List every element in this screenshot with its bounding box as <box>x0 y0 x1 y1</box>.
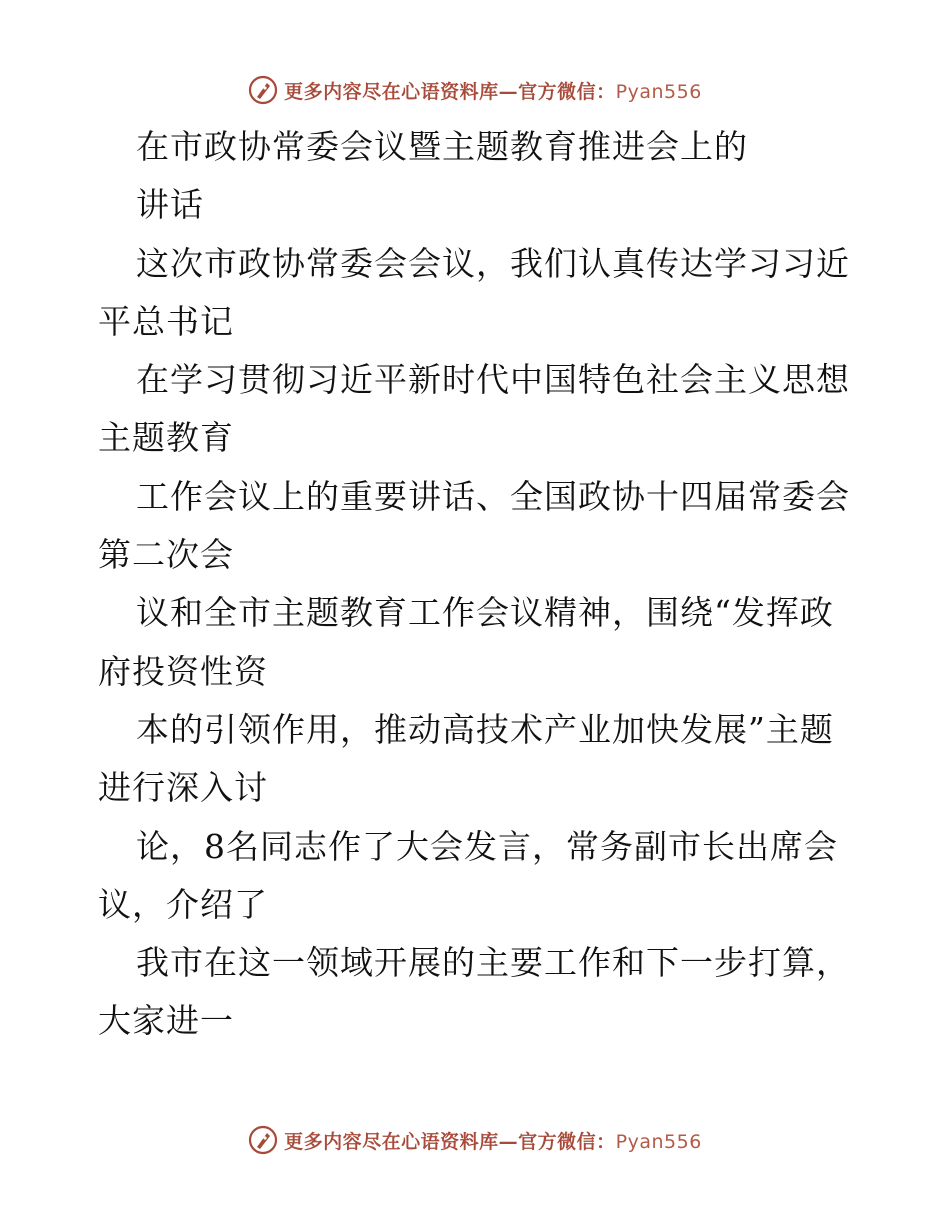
watermark-text: 更多内容尽在心语资料库—官方微信：Pyan556 <box>284 80 702 103</box>
watermark-text: 更多内容尽在心语资料库—官方微信：Pyan556 <box>284 1130 702 1153</box>
paragraph-line: 第二次会 <box>98 535 234 575</box>
paragraph-line: 大家进一 <box>98 1001 234 1041</box>
watermark-wechat-id: Pyan556 <box>615 1130 702 1153</box>
paragraph-line: 本的引领作用，推动高技术产业加快发展”主题 <box>136 709 834 749</box>
document-title-line-2: 讲话 <box>136 185 204 225</box>
paragraph-line: 论，8名同志作了大会发言，常务副市长出席会 <box>136 826 838 866</box>
paragraph-line: 进行深入讨 <box>98 768 268 808</box>
paragraph-line: 议，介绍了 <box>98 884 268 924</box>
paragraph-line: 平总书记 <box>98 301 234 341</box>
document-body <box>98 118 858 1051</box>
document-title-line-1: 在市政协常委会议暨主题教育推进会上的 <box>136 127 748 166</box>
watermark-wechat-id: Pyan556 <box>615 80 702 103</box>
header-watermark <box>0 70 950 110</box>
paragraph-line: 这次市政协常委会会议，我们认真传达学习习近 <box>136 243 850 283</box>
paragraph-line: 议和全市主题教育工作会议精神，围绕“发挥政 <box>136 593 834 633</box>
paragraph-line: 府投资性资 <box>98 651 268 691</box>
paragraph-line: 主题教育 <box>98 418 234 458</box>
pen-nib-logo-icon <box>248 1125 278 1155</box>
paragraph-line: 我市在这一领域开展的主要工作和下一步打算， <box>136 943 850 983</box>
footer-watermark <box>0 1120 950 1160</box>
paragraph-line: 在学习贯彻习近平新时代中国特色社会主义思想 <box>136 360 850 400</box>
paragraph-line: 工作会议上的重要讲话、全国政协十四届常委会 <box>136 476 850 516</box>
pen-nib-logo-icon <box>248 75 278 105</box>
